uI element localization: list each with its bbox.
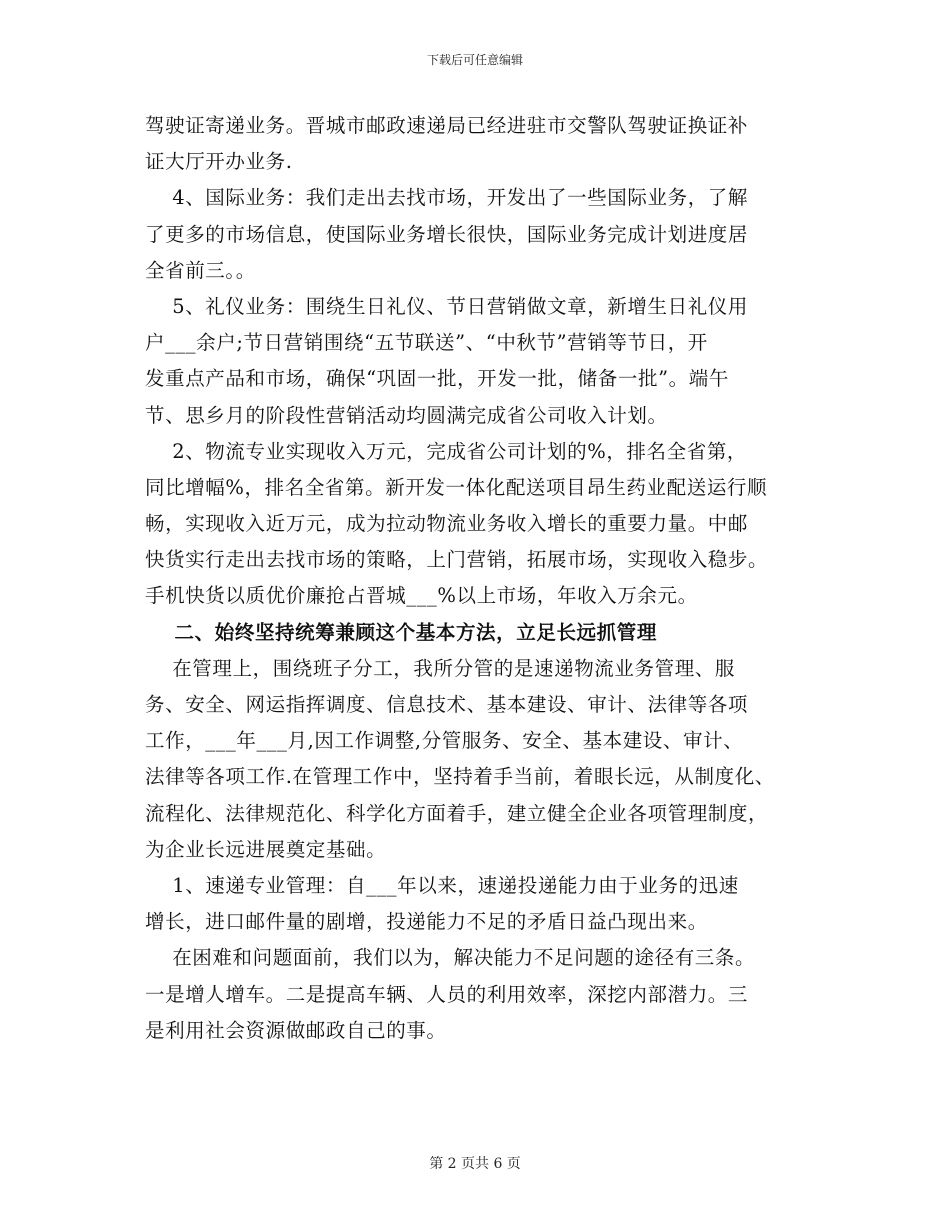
body-line: 务、安全、网运指挥调度、信息技术、基本建设、审计、法律等各项 <box>145 693 749 716</box>
body-line: 户___余户;节日营销围绕“五节联送”、“中秋节”营销等节日，开 <box>145 331 708 355</box>
body-line: 在管理上，围绕班子分工，我所分管的是速递物流业务管理、服 <box>145 656 735 680</box>
body-line: 4、国际业务：我们走出去找市场，开发出了一些国际业务，了解 <box>145 186 749 210</box>
body-line: 全省前三。。 <box>145 258 256 282</box>
body-line: 2、物流专业实现收入万元，完成省公司计划的%，排名全省第， <box>145 439 748 463</box>
body-line: 畅，实现收入近万元，成为拉动物流业务收入增长的重要力量。中邮 <box>145 512 749 536</box>
page-footer: 第 2 页共 6 页 <box>429 1156 521 1172</box>
body-line: 驾驶证寄递业务。晋城市邮政速递局已经进驻市交警队驾驶证换证补 <box>145 114 749 137</box>
body-line: 发重点产品和市场，确保“巩固一批，开发一批，储备一批”。端午 <box>145 367 729 391</box>
body-line: 增长，进口邮件量的剧增，投递能力不足的矛盾日益凸现出来。 <box>145 910 708 934</box>
page-header: 下载后可任意编辑 <box>426 53 523 67</box>
body-line: 工作，___年___月,因工作调整,分管服务、安全、基本建设、审计、 <box>145 729 744 753</box>
body-line: 为企业长远进展奠定基础。 <box>145 837 387 861</box>
body-line: 快货实行走出去找市场的策略，上门营销，拓展市场，实现收入稳步。 <box>145 548 769 572</box>
body-line: 了更多的市场信息，使国际业务增长很快，国际业务完成计划进度居 <box>145 222 749 246</box>
section-heading: 二、始终坚持统筹兼顾这个基本方法，立足长远抓管理 <box>145 620 657 644</box>
body-line: 同比增幅%，排名全省第。新开发一体化配送项目昂生药业配送运行顺 <box>145 475 768 499</box>
body-line: 证大厅开办业务. <box>145 150 293 174</box>
body-line: 在困难和问题面前，我们以为，解决能力不足问题的途径有三条。 <box>145 946 756 970</box>
body-line: 流程化、法律规范化、科学化方面着手，建立健全企业各项管理制度， <box>145 801 769 825</box>
body-line: 一是增人增车。二是提高车辆、人员的利用效率，深挖内部潜力。三 <box>145 982 749 1006</box>
body-line: 5、礼仪业务：围绕生日礼仪、节日营销做文章，新增生日礼仪用 <box>145 294 749 318</box>
document-body <box>145 108 817 1049</box>
body-line: 法律等各项工作.在管理工作中，坚持着手当前，着眼长远，从制度化、 <box>145 765 775 789</box>
body-line: 是利用社会资源做邮政自己的事。 <box>145 1018 447 1042</box>
body-line: 1、速递专业管理：自___年以来，速递投递能力由于业务的迅速 <box>145 873 739 897</box>
body-line: 节、思乡月的阶段性营销活动均圆满完成省公司收入计划。 <box>145 403 668 427</box>
body-line: 手机快货以质优价廉抢占晋城___%以上市场，年收入万余元。 <box>145 584 698 608</box>
